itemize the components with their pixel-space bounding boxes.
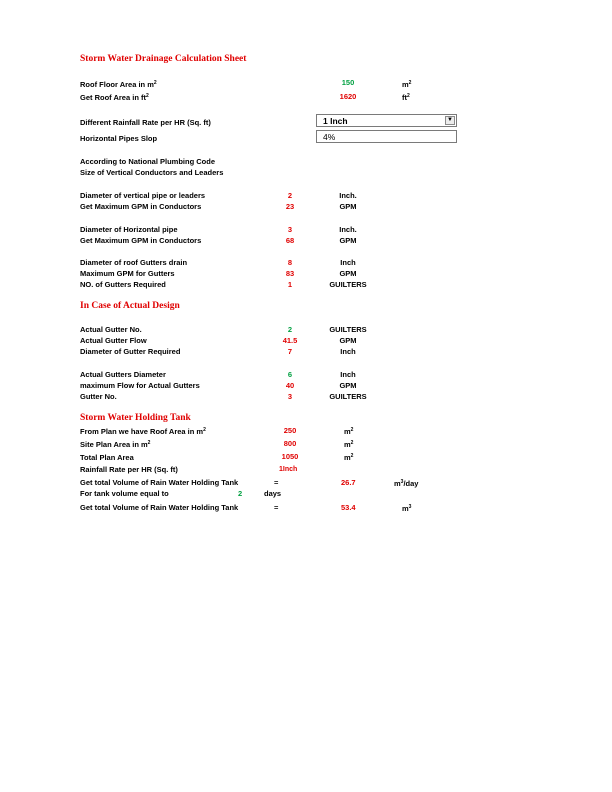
tank-days-label: For tank volume equal to: [80, 489, 169, 498]
vertical-dia-unit: Inch.: [339, 191, 357, 200]
vertical-gpm-value: 23: [285, 202, 295, 211]
actual-flow-unit: GPM: [339, 336, 357, 345]
tank-volume-unit: $m^3$/day: [394, 479, 419, 488]
roof-floor-area-label: Roof Floor Area in $m^2$: [80, 80, 157, 89]
site-area-unit: $m^2$: [344, 440, 354, 449]
actual-dia-unit: Inch: [340, 347, 356, 356]
roof-area-value: 1620: [339, 92, 357, 101]
tank-volume-total-value: 53.4: [341, 503, 356, 512]
actual-flow-value: 41.5: [282, 336, 298, 345]
tank-volume-total-equals: =: [274, 503, 279, 512]
gutter-count-unit: GUILTERS: [329, 392, 367, 401]
site-area-value: 800: [283, 439, 297, 448]
actual-gutter-dia-label: Actual Gutters Diameter: [80, 370, 166, 379]
tank-days-unit: days: [264, 489, 282, 498]
pipe-slope-field[interactable]: [316, 130, 457, 143]
horizontal-gpm-label: Get Maximum GPM in Conductors: [80, 236, 202, 245]
gutter-dia-value: 8: [287, 258, 293, 267]
actual-maxflow-value: 40: [285, 381, 295, 390]
vertical-gpm-unit: GPM: [339, 202, 357, 211]
gutter-count-value: 3: [287, 392, 293, 401]
tank-volume-value: 26.7: [341, 478, 356, 487]
tank-roof-unit: $m^2$: [344, 427, 354, 436]
gutter-no-value: 1: [287, 280, 293, 289]
actual-gutter-dia-unit: Inch: [340, 370, 356, 379]
pipe-slope-label: Horizontal Pipes Slop: [80, 134, 158, 143]
total-area-value: 1050: [281, 452, 299, 461]
code-note-line2: Size of Vertical Conductors and Leaders: [80, 168, 224, 177]
rainfall-rate-selected: 1 Inch: [323, 116, 348, 126]
total-area-unit: $m^2$: [344, 453, 354, 462]
dropdown-arrow-icon[interactable]: ▼: [445, 116, 455, 125]
gutter-gpm-value: 83: [285, 269, 295, 278]
vertical-gpm-label: Get Maximum GPM in Conductors: [80, 202, 202, 211]
horizontal-dia-label: Diameter of Horizontal pipe: [80, 225, 178, 234]
code-note-line1: According to National Plumbing Code: [80, 157, 215, 166]
vertical-dia-value: 2: [287, 191, 293, 200]
rainfall-rate-dropdown[interactable]: [316, 114, 457, 127]
tank-roof-label: From Plan we have Roof Area in $m^2$: [80, 427, 206, 436]
actual-no-unit: GUILTERS: [329, 325, 367, 334]
actual-design-heading: In Case of Actual Design: [80, 301, 180, 311]
tank-volume-total-unit: $m^3$: [402, 504, 412, 513]
actual-maxflow-label: maximum Flow for Actual Gutters: [80, 381, 200, 390]
horizontal-gpm-value: 68: [285, 236, 295, 245]
tank-roof-value: 250: [283, 426, 297, 435]
gutter-no-unit: GUILTERS: [329, 280, 367, 289]
gutter-no-label: NO. of Gutters Required: [80, 280, 166, 289]
rainfall-rate-label: Different Rainfall Rate per HR (Sq. ft): [80, 118, 211, 127]
tank-volume-equals: =: [274, 478, 279, 487]
horizontal-dia-unit: Inch.: [339, 225, 357, 234]
gutter-gpm-unit: GPM: [339, 269, 357, 278]
page-title: Storm Water Drainage Calculation Sheet: [80, 54, 247, 64]
gutter-count-label: Gutter No.: [80, 392, 117, 401]
actual-flow-label: Actual Gutter Flow: [80, 336, 147, 345]
horizontal-gpm-unit: GPM: [339, 236, 357, 245]
gutter-dia-unit: Inch: [340, 258, 356, 267]
gutter-dia-label: Diameter of roof Gutters drain: [80, 258, 188, 267]
tank-rainfall-label: Rainfall Rate per HR (Sq. ft): [80, 465, 178, 474]
tank-volume-label: Get total Volume of Rain Water Holding Tank: [80, 478, 239, 487]
actual-dia-label: Diameter of Gutter Required: [80, 347, 181, 356]
horizontal-dia-value: 3: [287, 225, 293, 234]
gutter-gpm-label: Maximum GPM for Gutters: [80, 269, 175, 278]
roof-area-unit: $ft^2$: [402, 93, 410, 102]
roof-area-label: Get Roof Area in $ft^2$: [80, 93, 149, 102]
tank-volume-total-label: Get total Volume of Rain Water Holding Tank: [80, 503, 239, 512]
site-area-label: Site Plan Area in $m^2$: [80, 440, 151, 449]
roof-floor-area-unit: $m^2$: [402, 80, 412, 89]
actual-no-value: 2: [287, 325, 293, 334]
actual-dia-value: 7: [287, 347, 293, 356]
actual-no-label: Actual Gutter No.: [80, 325, 142, 334]
actual-maxflow-unit: GPM: [339, 381, 357, 390]
roof-floor-area-value: 150: [341, 78, 355, 87]
actual-gutter-dia-value: 6: [287, 370, 293, 379]
tank-days-value: 2: [238, 489, 243, 498]
vertical-dia-label: Diameter of vertical pipe or leaders: [80, 191, 206, 200]
pipe-slope-selected: 4%: [323, 132, 336, 142]
tank-rainfall-value: 1Inch: [279, 466, 298, 473]
total-area-label: Total Plan Area: [80, 453, 134, 462]
holding-tank-heading: Storm Water Holding Tank: [80, 413, 191, 423]
